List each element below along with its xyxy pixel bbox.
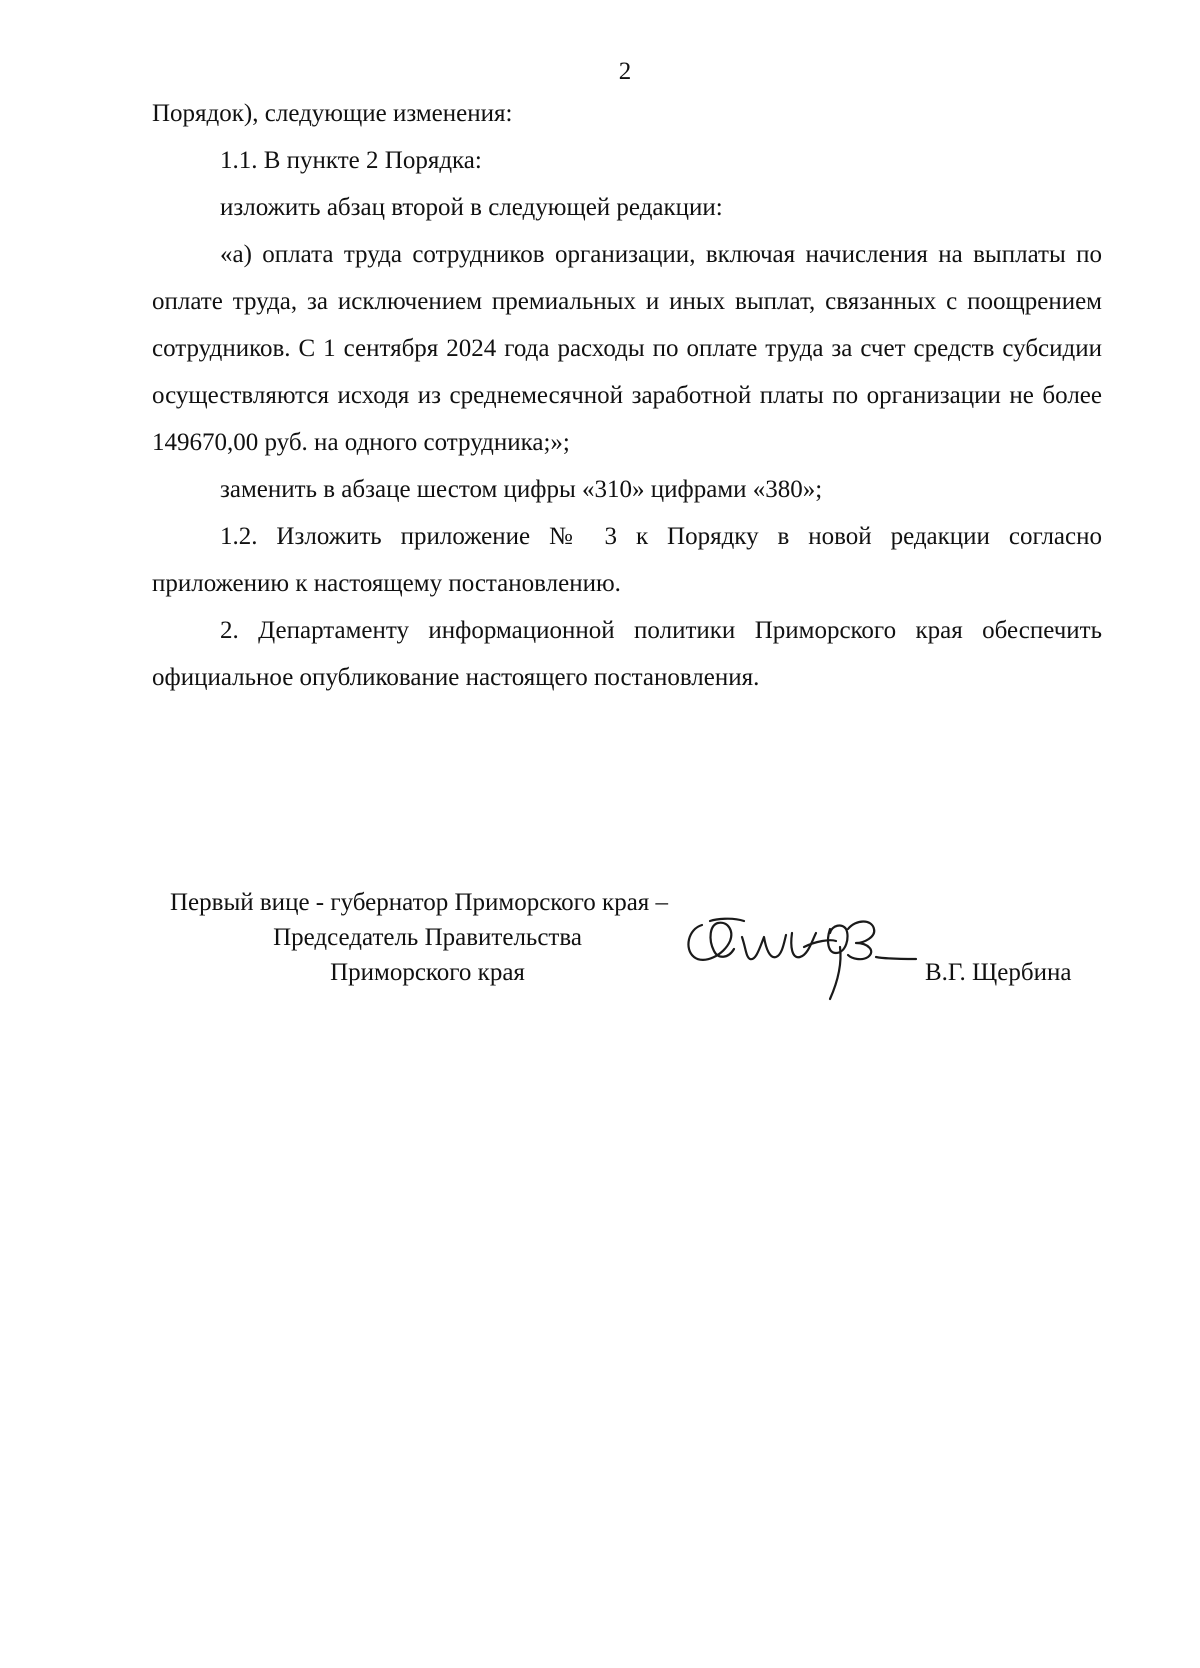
signature-block (0, 885, 1200, 1005)
handwritten-signature-icon (680, 907, 920, 1007)
signer-title-line: Председатель Правительства (273, 924, 582, 951)
paragraph: заменить в абзаце шестом цифры «310» цифрами «380»; (220, 476, 823, 503)
paragraph: «а) оплата труда сотрудников организации, включая начисления на выплаты по оплате труда, за исключением премиальных и иных выплат, связанных с поощрением сотрудников. С 1 сентября 2024 года расходы по оплате труда за счет средств субсидии осуществляются исходя из среднемесячной заработной платы по организации не более 149670,00 руб. на одного сотрудника;»; (152, 241, 1102, 456)
page-number: 2 (618, 58, 632, 85)
paragraph: Порядок), следующие изменения: (152, 100, 513, 127)
paragraph: изложить абзац второй в следующей редакции: (220, 194, 723, 221)
paragraph: 2. Департаменту информационной политики Приморского края обеспечить официальное опубликование настоящего постановления. (152, 617, 1102, 691)
document-body (152, 90, 1102, 701)
signer-title-line: Первый вице - губернатор Приморского края – (170, 889, 669, 916)
paragraph: 1.2. Изложить приложение № 3 к Порядку в новой редакции согласно приложению к настоящему постановлению. (152, 523, 1102, 597)
signer-title-line: Приморского края (330, 959, 525, 986)
signer-title (170, 885, 750, 990)
paragraph: 1.1. В пункте 2 Порядка: (220, 147, 482, 174)
signer-name: В.Г. Щербина (925, 959, 1072, 986)
